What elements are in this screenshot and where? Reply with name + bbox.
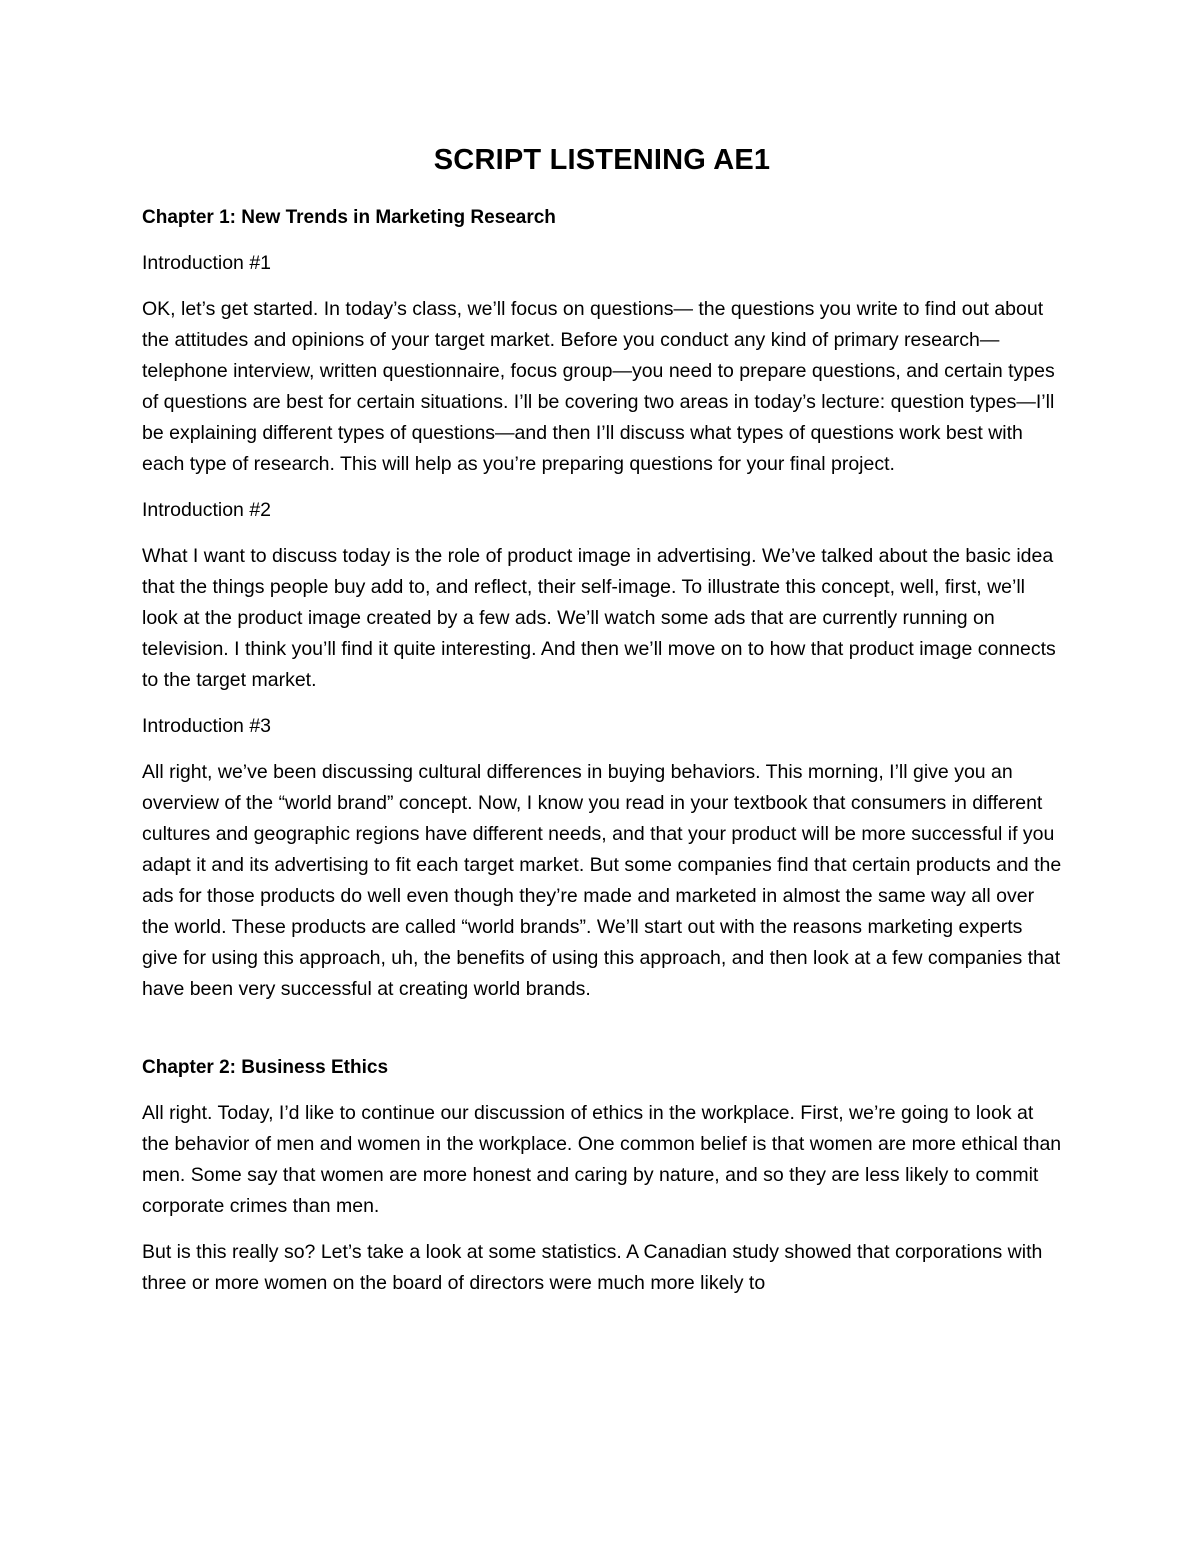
introduction-1-text: OK, let’s get started. In today’s class, we’ll focus on questions— the questions you write to find out about the attitudes and opinions of your target market. Before you conduct any kind of primary research—telephone interview, written questionnaire, focus group—you need to prepare questions, and certain types of questions are best for certain situations. I’ll be covering two areas in today’s lecture: question types—I’ll be explaining different types of questions—and then I’ll discuss what types of questions work best with each type of research. This will help as you’re preparing questions for your final project. xyxy=(142,298,1055,475)
introduction-2-text: What I want to discuss today is the role of product image in advertising. We’ve talked about the basic idea that the things people buy add to, and reflect, their self-image. To illustrate this concept, well, first, we’ll look at the product image created by a few ads. We’ll watch some ads that are currently running on television. I think you’ll find it quite interesting. And then we’ll move on to how that product image connects to the target market. xyxy=(142,545,1056,691)
chapter-1-heading: Chapter 1: New Trends in Marketing Research xyxy=(142,207,556,228)
introduction-3-text: All right, we’ve been discussing cultural differences in buying behaviors. This morning, I’ll give you an overview of the “world brand” concept. Now, I know you read in your textbook that consumers in different cultures and geographic regions have different needs, and that your product will be more successful if you adapt it and its advertising to fit each target market. But some companies find that certain products and the ads for those products do well even though they’re made and marketed in almost the same way all over the world. These products are called “world brands”. We’ll start out with the reasons marketing experts give for using this approach, uh, the benefits of using this approach, and then look at a few companies that have been very successful at creating world brands. xyxy=(142,761,1062,1000)
document-page xyxy=(142,140,1062,1314)
introduction-3-label: Introduction #3 xyxy=(142,715,272,737)
chapter-2-paragraph-1: All right. Today, I’d like to continue our discussion of ethics in the workplace. First, we’re going to look at the behavior of men and women in the workplace. One common belief is that women are more ethical than men. Some say that women are more honest and caring by nature, and so they are less likely to commit corporate crimes than men. xyxy=(142,1102,1062,1217)
document-title: SCRIPT LISTENING AE1 xyxy=(433,144,771,176)
introduction-2-label: Introduction #2 xyxy=(142,499,272,521)
introduction-1-label: Introduction #1 xyxy=(142,252,272,274)
chapter-2-section xyxy=(142,1052,1062,1299)
chapter-2-paragraph-2: But is this really so? Let’s take a look at some statistics. A Canadian study showed that corporations with three or more women on the board of directors were much more likely to xyxy=(142,1241,1043,1294)
section-spacer xyxy=(142,1020,1062,1052)
chapter-2-heading: Chapter 2: Business Ethics xyxy=(142,1057,389,1078)
chapter-1-section xyxy=(142,202,1062,1005)
